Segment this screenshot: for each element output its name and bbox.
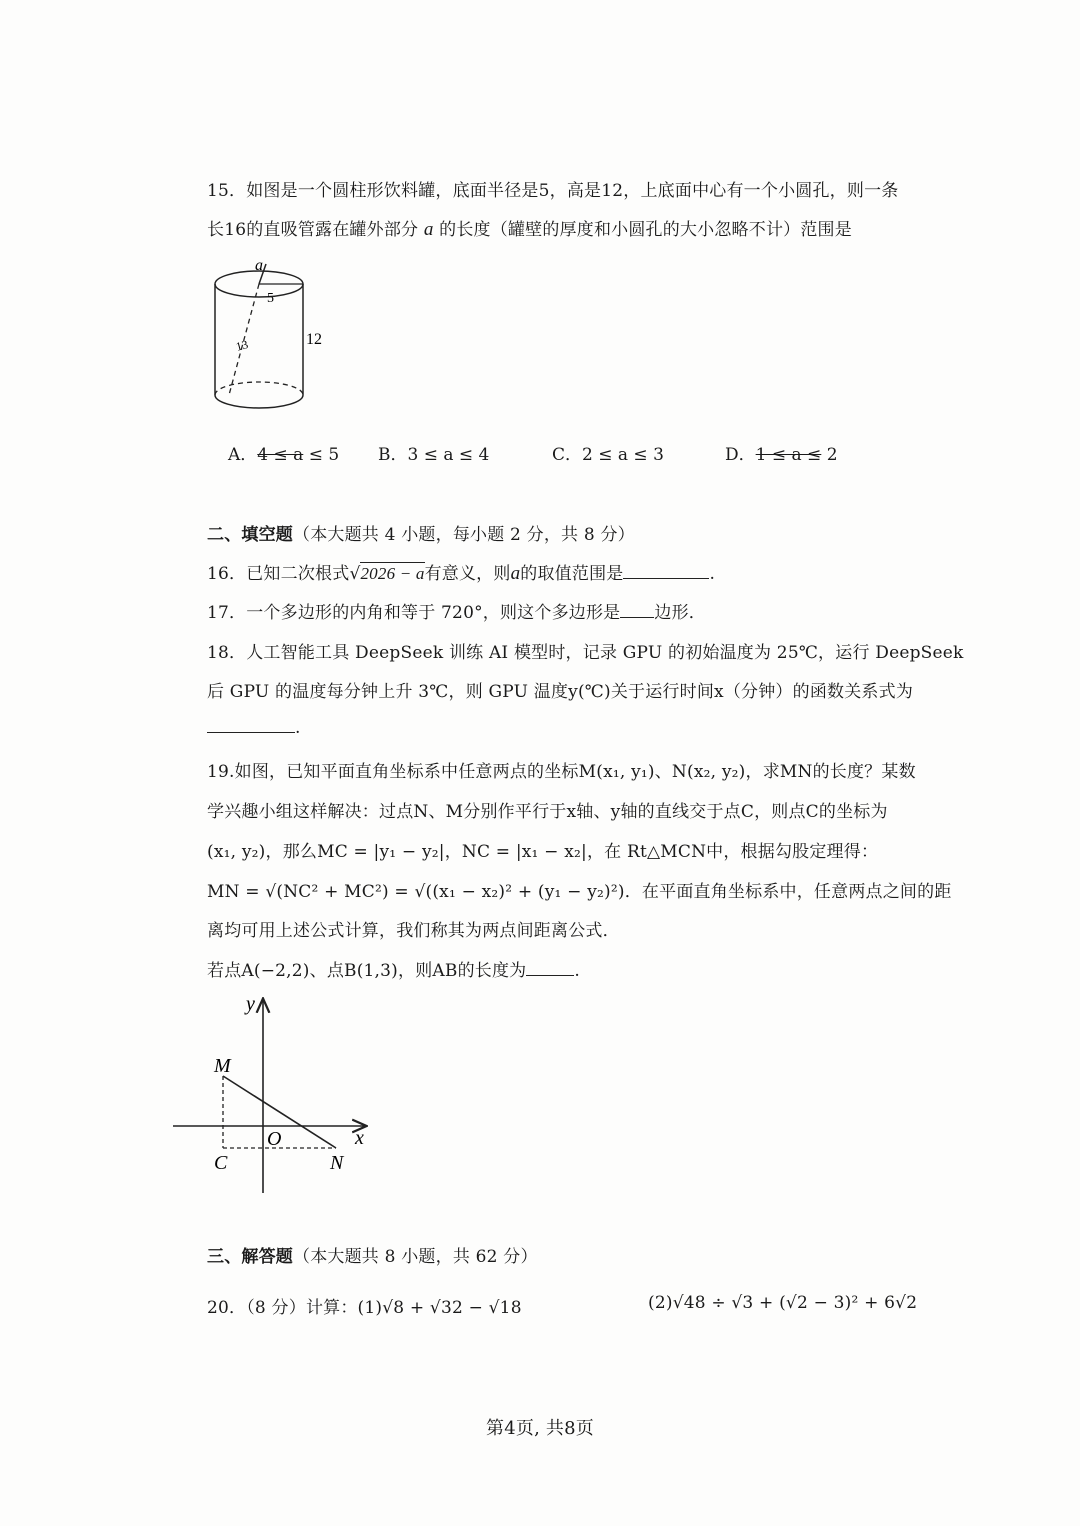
label-12: 12	[306, 331, 322, 348]
option-d: D．1 ≤ a ≤ 2	[725, 445, 838, 465]
q17: 17．一个多边形的内角和等于 720°，则这个多边形是 边形．	[207, 603, 706, 623]
section3-header: 三、解答题（本大题共 8 小题，共 62 分）	[207, 1247, 538, 1267]
q19-line2: 学兴趣小组这样解决：过点N、M分别作平行于x轴、y轴的直线交于点C，则点C的坐标为	[207, 802, 888, 822]
coordinate-figure	[168, 988, 388, 1198]
axis-y-label: y	[246, 993, 255, 1015]
q16-answer-blank[interactable]	[623, 577, 709, 579]
q15-line2: 长16的直吸管露在罐外部分 a 的长度（罐壁的厚度和小圆孔的大小忽略不计）范围是	[207, 219, 852, 240]
q18-line2: 后 GPU 的温度每分钟上升 3℃，则 GPU 温度y(℃)关于运行时间x（分钟）的函数关系式为	[207, 682, 914, 702]
q18-answer-blank[interactable]	[207, 731, 295, 733]
origin-label: O	[267, 1128, 282, 1150]
q18-line1: 18．人工智能工具 DeepSeek 训练 AI 模型时，记录 GPU 的初始温度为 25℃，运行 DeepSeek	[207, 643, 964, 663]
label-a: a	[255, 257, 263, 274]
cylinder-figure	[200, 250, 350, 420]
label-5: 5	[267, 291, 274, 306]
q19-answer-blank[interactable]	[526, 974, 574, 976]
label-13: 13	[234, 337, 250, 354]
q19-line5: 离均可用上述公式计算，我们称其为两点间距离公式．	[207, 921, 620, 941]
q19-line4: MN = √(NC² + MC²) = √((x₁ − x₂)² + (y₁ − y₂)²)．在平面直角坐标系中，任意两点之间的距	[207, 882, 952, 902]
section2-header: 二、填空题（本大题共 4 小题，每小题 2 分，共 8 分）	[207, 525, 635, 545]
point-m-label: M	[214, 1055, 231, 1077]
q17-answer-blank[interactable]	[620, 616, 654, 618]
point-n-label: N	[330, 1152, 344, 1174]
q19-line6: 若点A(−2,2)、点B(1,3)，则AB的长度为 .	[207, 961, 580, 981]
q18-line3: .	[207, 718, 301, 738]
q19-line3: (x₁, y₂)，那么MC = |y₁ − y₂|，NC = |x₁ − x₂|，在 Rt△MCN中，根据勾股定理得：	[207, 842, 879, 862]
point-c-label: C	[214, 1152, 228, 1174]
q16: 16．已知二次根式√2026 − a有意义，则a的取值范围是 .	[207, 563, 716, 584]
page-footer: 第4页, 共8页	[486, 1418, 594, 1439]
q20-part1: 20．（8 分）计算：(1)√8 + √32 − √18	[207, 1298, 522, 1318]
q15-line1: 15．如图是一个圆柱形饮料罐，底面半径是5，高是12，上底面中心有一个小圆孔，则一条	[207, 181, 899, 201]
option-b: B．3 ≤ a ≤ 4	[378, 445, 490, 465]
q20-part2: (2)√48 ÷ √3 + (√2 − 3)² + 6√2	[648, 1293, 918, 1313]
q19-line1: 19.如图，已知平面直角坐标系中任意两点的坐标M(x₁, y₁)、N(x₂, y₂)，求MN的长度？某数	[207, 762, 916, 782]
option-a: A．4 ≤ a ≤ 5	[228, 445, 340, 465]
option-c: C．2 ≤ a ≤ 3	[552, 445, 664, 465]
axis-x-label: x	[355, 1127, 364, 1149]
